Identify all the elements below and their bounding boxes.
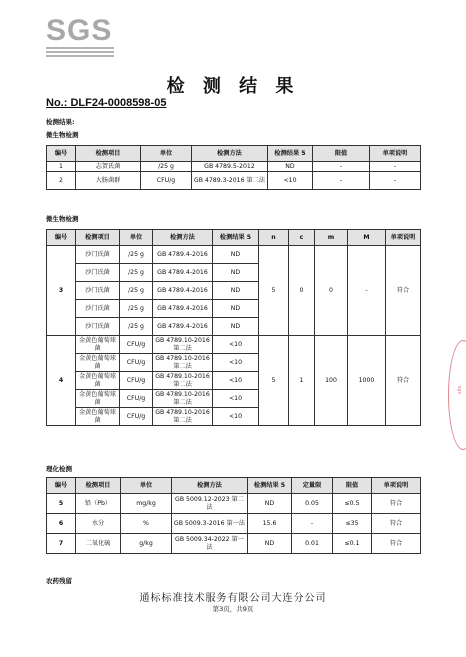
table-cell: /25 g (120, 264, 153, 282)
header-cell: 定量限 (292, 478, 333, 494)
seal-stamp-text: sgs (456, 385, 463, 395)
table-cell: GB 4789.10-2016 第二法 (153, 372, 213, 390)
report-number: No.: DLF24-0008598-05 (46, 97, 167, 109)
table-cell: GB 4789.10-2016 第二法 (153, 336, 213, 354)
table-cell: ND (213, 246, 259, 264)
table-row (47, 494, 421, 514)
table-row (47, 162, 421, 172)
table-cell: ND (213, 300, 259, 318)
table-cell: GB 4789.10-2016 第二法 (153, 354, 213, 372)
table-header-row (47, 146, 421, 162)
table-cell: 符合 (372, 494, 421, 514)
header-cell: 单项说明 (370, 146, 421, 162)
header-cell: c (289, 230, 315, 246)
table-cell: 沙门氏菌 (76, 318, 120, 336)
table-cell: GB 4789.10-2016 第二法 (153, 390, 213, 408)
table-cell: CFU/g (120, 354, 153, 372)
header-cell: 检测项目 (76, 146, 141, 162)
table-cell: 7 (47, 534, 76, 554)
table-cell: 沙门氏菌 (76, 246, 120, 264)
section-label-micro-2: 微生物检测 (46, 215, 79, 223)
table-cell: ≤0.1 (333, 534, 372, 554)
table-cell: 金黄色葡萄球菌 (76, 336, 120, 354)
table-row (47, 534, 421, 554)
header-cell: n (259, 230, 289, 246)
header-cell: m (315, 230, 348, 246)
sgs-logo (46, 16, 114, 59)
header-cell: 检测方法 (172, 478, 248, 494)
table-cell: <10 (213, 408, 259, 426)
table-cell: GB 4789.4-2016 (153, 318, 213, 336)
table-cell: GB 4789.5-2012 (192, 162, 268, 172)
table-cell: /25 g (120, 300, 153, 318)
table-cell: 符合 (386, 336, 421, 426)
table-cell: ND (248, 534, 292, 554)
table-cell: 6 (47, 514, 76, 534)
header-cell: 检测项目 (76, 230, 120, 246)
header-cell: 检测结果 5 (268, 146, 313, 162)
footer-page-number: 第3页，共9页 (212, 605, 254, 613)
table-cell: 志贺氏菌 (76, 162, 141, 172)
header-cell: 单位 (120, 230, 153, 246)
microbiology-table-2 (46, 229, 421, 426)
table-cell: GB 4789.4-2016 (153, 282, 213, 300)
table-cell: GB 4789.3-2016 第二法 (192, 172, 268, 190)
table-cell: GB 5009.34-2022 第一法 (172, 534, 248, 554)
table-cell: 2 (47, 172, 76, 190)
header-cell: 限值 (333, 478, 372, 494)
header-cell: 编号 (47, 230, 76, 246)
table-cell: g/kg (121, 534, 172, 554)
table-cell: 沙门氏菌 (76, 282, 120, 300)
table-cell: 0.01 (292, 534, 333, 554)
table-cell: <10 (213, 336, 259, 354)
table-cell: 金黄色葡萄球菌 (76, 408, 120, 426)
table-cell: 大肠菌群 (76, 172, 141, 190)
table-cell: 铅（Pb） (76, 494, 121, 514)
table-cell: ND (248, 494, 292, 514)
table-cell: 100 (315, 336, 348, 426)
table-cell: 符合 (372, 514, 421, 534)
table-cell: 1 (47, 162, 76, 172)
logo-lines (46, 47, 114, 57)
table-cell: 15.6 (248, 514, 292, 534)
table-cell: - (370, 162, 421, 172)
table-cell: 5 (259, 336, 289, 426)
header-cell: 检测结果 5 (213, 230, 259, 246)
table-header-row (47, 230, 421, 246)
header-cell: 检测结果 5 (248, 478, 292, 494)
header-cell: 检测方法 (153, 230, 213, 246)
section-label-physchem: 理化检测 (46, 465, 72, 473)
table-cell: - (313, 162, 370, 172)
header-cell: 限值 (313, 146, 370, 162)
header-cell: 单位 (141, 146, 192, 162)
header-cell: 编号 (47, 146, 76, 162)
table-cell: CFU/g (120, 390, 153, 408)
footer-company: 通标标准技术服务有限公司大连分公司 (139, 593, 327, 604)
table-header-row (47, 478, 421, 494)
header-cell: 检测项目 (76, 478, 121, 494)
table-cell: /25 g (120, 282, 153, 300)
table-cell: - (370, 172, 421, 190)
table-cell: ND (268, 162, 313, 172)
table-row (47, 246, 421, 264)
table-cell: GB 4789.4-2016 (153, 264, 213, 282)
table-cell: 0 (289, 246, 315, 336)
table-cell: % (121, 514, 172, 534)
table-cell: GB 5009.12-2023 第二法 (172, 494, 248, 514)
table-cell: ND (213, 318, 259, 336)
table-cell: - (348, 246, 386, 336)
table-cell: 沙门氏菌 (76, 300, 120, 318)
table-cell: GB 4789.4-2016 (153, 300, 213, 318)
microbiology-table-1 (46, 145, 421, 190)
table-cell: <10 (213, 390, 259, 408)
table-cell: <10 (213, 372, 259, 390)
table-cell: GB 5009.3-2016 第一法 (172, 514, 248, 534)
table-cell: ≤35 (333, 514, 372, 534)
header-cell: 单位 (121, 478, 172, 494)
table-cell: 0.05 (292, 494, 333, 514)
table-cell: CFU/g (141, 172, 192, 190)
table-cell: - (313, 172, 370, 190)
table-cell: 4 (47, 336, 76, 426)
table-cell: 沙门氏菌 (76, 264, 120, 282)
header-cell: 编号 (47, 478, 76, 494)
table-cell: 金黄色葡萄球菌 (76, 390, 120, 408)
table-cell: /25 g (120, 246, 153, 264)
table-row (47, 172, 421, 190)
header-cell: 检测方法 (192, 146, 268, 162)
table-cell: CFU/g (120, 408, 153, 426)
header-cell: 单项说明 (386, 230, 421, 246)
table-row (47, 336, 421, 354)
table-cell: <10 (213, 354, 259, 372)
table-cell: 3 (47, 246, 76, 336)
section-label-pesticide: 农药残留 (46, 577, 72, 585)
table-row (47, 514, 421, 534)
table-cell: 金黄色葡萄球菌 (76, 372, 120, 390)
table-cell: <10 (268, 172, 313, 190)
table-cell: CFU/g (120, 372, 153, 390)
table-cell: CFU/g (120, 336, 153, 354)
section-label-micro-1: 微生物检测 (46, 131, 79, 139)
document-title: 检 测 结 果 (166, 76, 300, 97)
header-cell: M (348, 230, 386, 246)
table-cell: ND (213, 282, 259, 300)
table-cell: 5 (259, 246, 289, 336)
table-cell: mg/kg (121, 494, 172, 514)
table-cell: 1 (289, 336, 315, 426)
table-cell: GB 4789.10-2016 第二法 (153, 408, 213, 426)
table-cell: GB 4789.4-2016 (153, 246, 213, 264)
table-cell: - (292, 514, 333, 534)
table-cell: ≤0.5 (333, 494, 372, 514)
table-cell: ND (213, 264, 259, 282)
table-cell: 符合 (372, 534, 421, 554)
table-cell: /25 g (120, 318, 153, 336)
results-label: 检测结果: (46, 118, 75, 126)
physical-chemical-table (46, 477, 421, 554)
table-cell: 二氧化硫 (76, 534, 121, 554)
table-cell: 水分 (76, 514, 121, 534)
table-cell: /25 g (141, 162, 192, 172)
table-cell: 5 (47, 494, 76, 514)
table-cell: 金黄色葡萄球菌 (76, 354, 120, 372)
table-cell: 符合 (386, 246, 421, 336)
logo-text: SGS (46, 14, 113, 47)
table-cell: 0 (315, 246, 348, 336)
seal-stamp (448, 340, 466, 450)
table-cell: 1000 (348, 336, 386, 426)
header-cell: 单项说明 (372, 478, 421, 494)
